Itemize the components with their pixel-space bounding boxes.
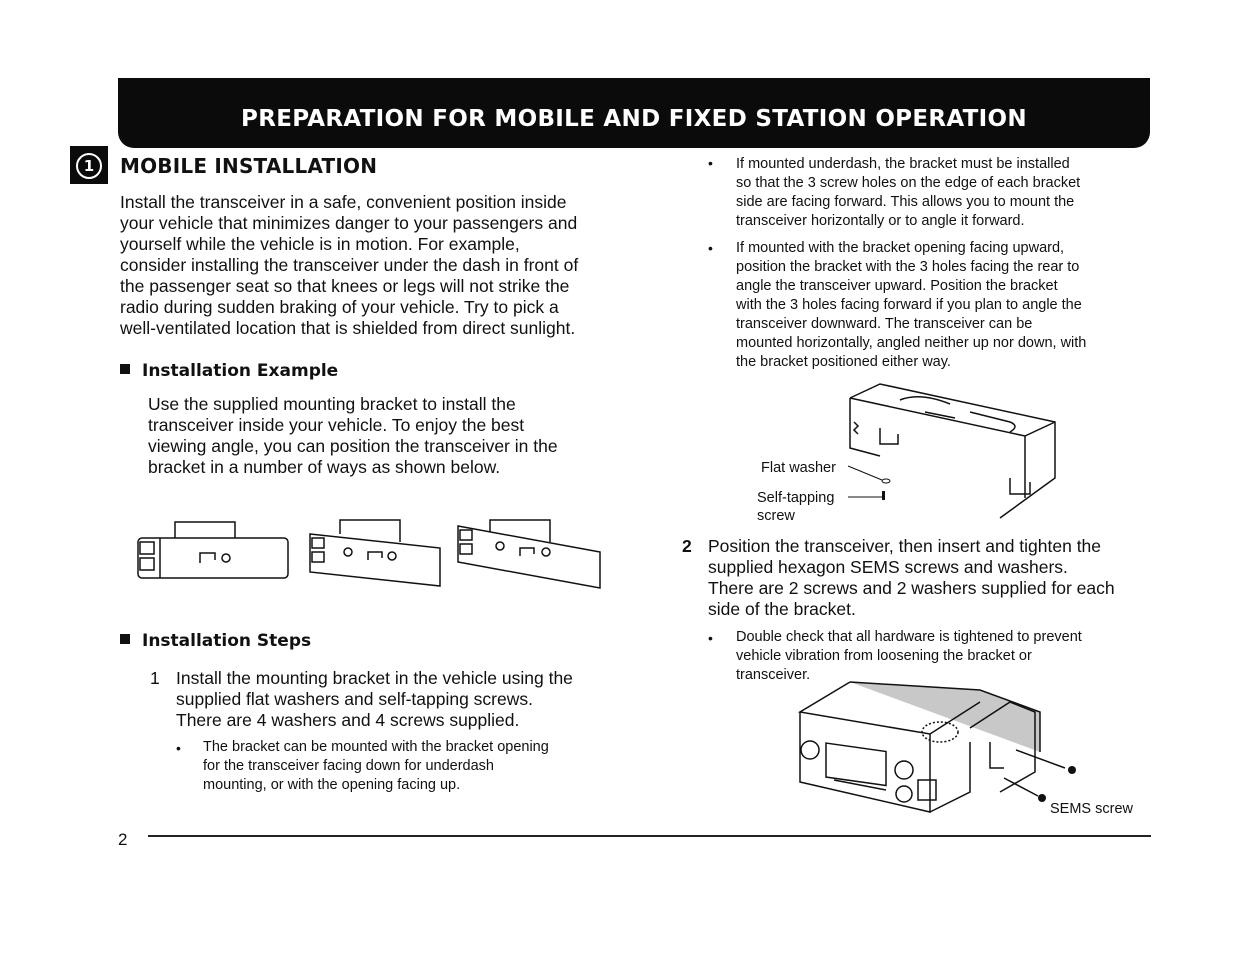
square-bullet-icon	[120, 364, 130, 374]
bullet-line: transceiver horizontally or to angle it forward.	[736, 213, 1025, 229]
bullet-line: mounted horizontally, angled neither up nor down, with	[736, 335, 1087, 351]
screw-label: screw	[757, 508, 795, 524]
bracket-positions-illustration	[130, 508, 610, 608]
example-paragraph	[148, 394, 648, 478]
page-title: PREPARATION FOR MOBILE AND FIXED STATION OPERATION	[241, 106, 1027, 132]
flat-washer-label: Flat washer	[761, 460, 836, 476]
bullet-line: The bracket can be mounted with the bracket opening	[203, 739, 549, 755]
right-bullet-1	[736, 155, 1166, 231]
intro-line: radio during sudden braking of your vehicle. Try to pick a	[120, 297, 559, 317]
step-line: There are 4 washers and 4 screws supplied.	[176, 710, 520, 730]
installation-example-heading	[120, 361, 338, 381]
self-tapping-label: Self-tapping	[757, 490, 835, 506]
transceiver-in-bracket-illustration	[790, 672, 1090, 832]
bullet-line: angle the transceiver upward. Position the bracket	[736, 278, 1058, 294]
intro-line: the passenger seat so that knees or legs will not strike the	[120, 276, 570, 296]
example-line: bracket in a number of ways as shown below.	[148, 457, 501, 477]
example-line: viewing angle, you can position the transceiver in the	[148, 436, 558, 456]
step-line: Install the mounting bracket in the vehicle using the	[176, 668, 573, 688]
bracket-angled-down-figure	[310, 520, 440, 586]
bracket-angled-up-figure	[458, 520, 600, 588]
intro-line: Install the transceiver in a safe, convenient position inside	[120, 192, 567, 212]
section-title: MOBILE INSTALLATION	[120, 154, 378, 178]
bullet-line: for the transceiver facing down for underdash	[203, 758, 494, 774]
intro-paragraph	[120, 192, 650, 339]
bullet-icon: •	[708, 155, 713, 171]
example-line: transceiver inside your vehicle. To enjoy the best	[148, 415, 525, 435]
step-line: supplied flat washers and self-tapping screws.	[176, 689, 533, 709]
bullet-line: so that the 3 screw holes on the edge of each bracket	[736, 175, 1081, 191]
bullet-line: Double check that all hardware is tightened to prevent	[736, 629, 1082, 645]
step-line: side of the bracket.	[708, 599, 856, 619]
bullet-icon: •	[176, 740, 181, 756]
intro-line: your vehicle that minimizes danger to your passengers and	[120, 213, 578, 233]
step-line: supplied hexagon SEMS screws and washers.	[708, 557, 1068, 577]
bullet-line: with the 3 holes facing forward if you plan to angle the	[736, 297, 1082, 313]
page-number: 2	[118, 830, 128, 849]
bracket-horizontal-figure	[138, 522, 288, 578]
right-bullet-2	[736, 239, 1166, 372]
step-1-bullet	[203, 738, 653, 795]
bullet-line: transceiver downward. The transceiver can be	[736, 316, 1033, 332]
mounting-bracket-illustration	[840, 378, 1070, 528]
bullet-line: position the bracket with the 3 holes facing the rear to	[736, 259, 1080, 275]
section-tab	[70, 146, 108, 184]
heading-text: Installation Example	[142, 361, 339, 381]
square-bullet-icon	[120, 634, 130, 644]
bullet-line: side are facing forward. This allows you to mount the	[736, 194, 1075, 210]
bullet-line: the bracket positioned either way.	[736, 354, 951, 370]
step-2-number: 2	[682, 536, 692, 556]
footer-rule	[148, 835, 1151, 837]
step-2-text	[708, 536, 1188, 620]
bullet-line: If mounted underdash, the bracket must be installed	[736, 156, 1070, 172]
bullet-line: vehicle vibration from loosening the bracket or	[736, 648, 1032, 664]
heading-text: Installation Steps	[142, 631, 312, 651]
installation-steps-heading	[120, 631, 311, 651]
example-line: Use the supplied mounting bracket to install the	[148, 394, 516, 414]
bullet-icon: •	[708, 240, 713, 256]
intro-line: yourself while the vehicle is in motion. For example,	[120, 234, 520, 254]
step-1-text	[176, 668, 656, 731]
intro-line: consider installing the transceiver under the dash in front of	[120, 255, 579, 275]
bullet-icon: •	[708, 630, 713, 646]
bullet-line: transceiver.	[736, 667, 811, 683]
bullet-line: If mounted with the bracket opening facing upward,	[736, 240, 1065, 256]
section-number: 1	[76, 153, 102, 179]
step-line: Position the transceiver, then insert and tighten the	[708, 536, 1102, 556]
bullet-line: mounting, or with the opening facing up.	[203, 777, 461, 793]
washer-pointer-icon	[846, 462, 896, 502]
sems-screw-label: SEMS screw	[1050, 801, 1133, 817]
intro-line: well-ventilated location that is shielded from direct sunlight.	[120, 318, 576, 338]
step-1-number: 1	[150, 668, 160, 688]
step-line: There are 2 screws and 2 washers supplied for each	[708, 578, 1115, 598]
